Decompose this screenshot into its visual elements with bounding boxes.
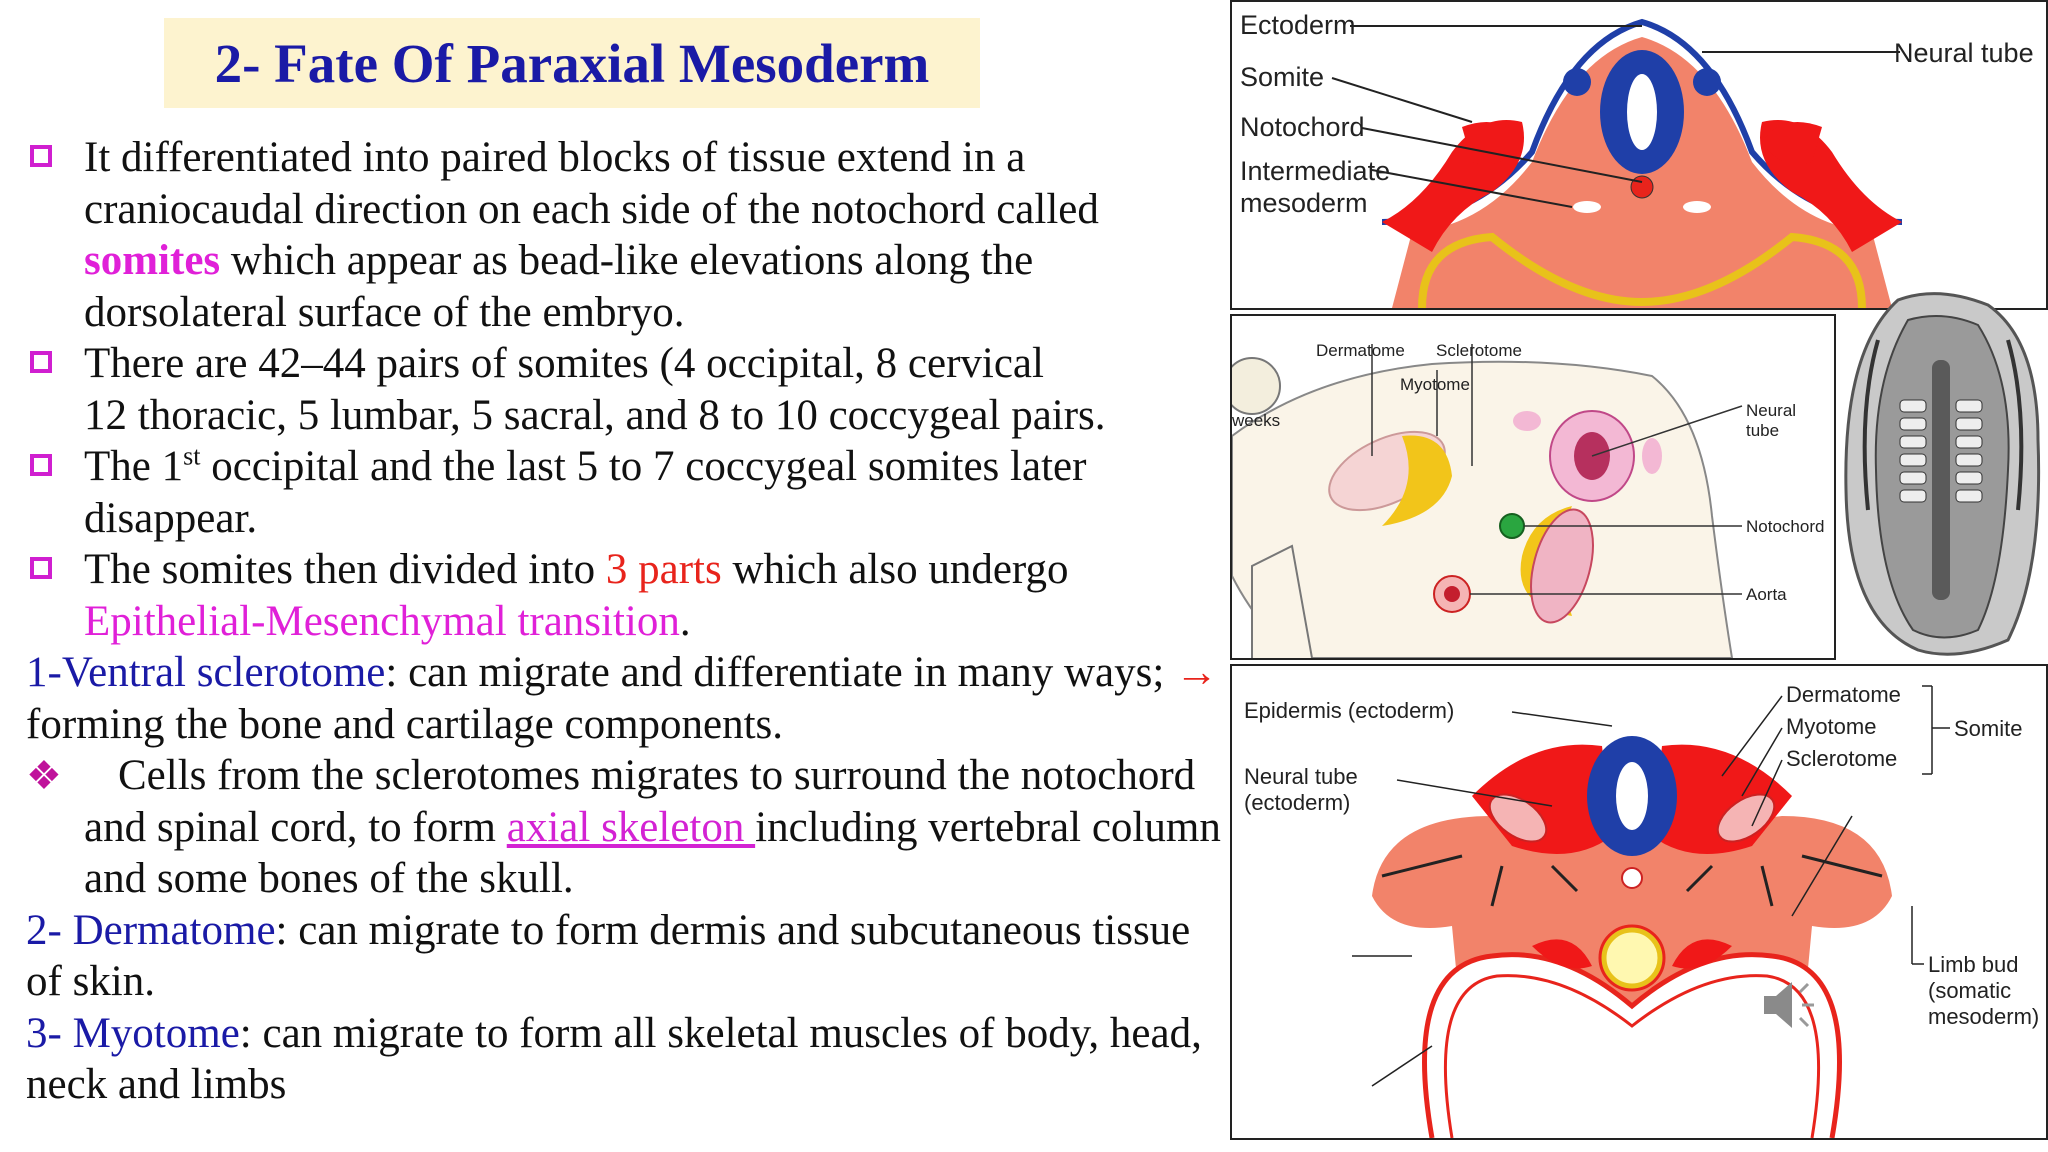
figure-somite-differentiation [1230,314,1836,660]
square-bullet-icon [30,557,52,579]
square-bullet-icon [30,454,52,476]
text-segment: . [679,597,691,645]
text-segment: The 1 [84,443,184,490]
label-neural-tube: Neural tube [1894,38,2034,68]
label-ectoderm: (ectoderm) [1244,790,1351,815]
label-limb-bud: Limb bud [1928,952,2019,977]
term-somites: somites [84,237,221,284]
paragraph-disappear [26,441,1226,544]
label-sclerotome: Sclerotome [1786,746,1898,771]
label-notochord: Notochord [1746,517,1825,536]
paragraph-myotome [26,1008,1226,1111]
slide-title: 2- Fate Of Paraxial Mesoderm [164,18,980,108]
term-myotome: 3- Myotome [26,1009,240,1057]
label-notochord: Notochord [1240,112,1365,142]
label-aorta: Aorta [1746,585,1787,604]
label-neural-tube: Neural [1746,401,1797,420]
audio-speaker-icon[interactable] [1758,974,1820,1036]
term-emt: Epithelial-Mesenchymal transition [84,597,680,645]
term-3-parts: 3 parts [605,546,722,593]
paragraph-somites [26,132,1226,338]
square-bullet-icon [30,351,52,373]
figure-somite-section [1230,0,2048,310]
label-dermatome: Dermatome [1786,682,1901,707]
diamond-bullet-icon: ❖ [26,753,62,798]
paragraph-three-parts [26,544,1226,647]
text-segment: occipital and the last 5 to 7 coccygeal somites later disappear. [84,443,1087,542]
text-segment: which also undergo [721,546,1069,593]
figure-migration-svg [1232,666,2046,1138]
superscript: st [183,441,201,471]
label-mesoderm: mesoderm [1240,188,1368,218]
text-segment: Cells from the sclerotomes migrates to surround the notochord and spinal cord, to form [84,752,1196,851]
figure-differentiation-svg [1232,316,1834,658]
label-dermatome: Dermatome [1316,341,1405,360]
paragraph-dermatome [26,905,1226,1008]
text-segment: There are 42–44 pairs of somites (4 occipital, 8 cervical [84,340,1044,387]
figure-somite-svg [1232,2,2046,308]
label-mesoderm: mesoderm) [1928,1004,2040,1029]
term-dermatome: 2- Dermatome [26,906,276,954]
body-text [26,132,1226,1111]
figure-somite-migration [1230,664,2048,1140]
label-ectoderm: Ectoderm [1240,10,1356,40]
square-bullet-icon [30,145,52,167]
label-somite: Somite [1240,62,1325,92]
label-epidermis: Epidermis (ectoderm) [1244,698,1455,723]
label-sclerotome: Sclerotome [1436,341,1522,360]
text-segment: It differentiated into paired blocks of tissue extend in a craniocaudal direction on each side of the notochord called [84,134,1099,233]
speaker-icon [1758,974,1820,1036]
paragraph-sclerotome [26,647,1226,750]
text-segment: : can migrate to form dermis and subcutaneous tissue of skin. [26,906,1191,1005]
text-segment: : can migrate to form all skeletal muscles of body, head, neck and limbs [26,1009,1202,1108]
text-segment: : can migrate and differentiate in many ways; [385,649,1176,696]
label-myotome: Myotome [1400,375,1470,394]
text-segment: forming the bone and cartilage components. [26,700,784,748]
label-neural-tube: Neural tube [1244,764,1358,789]
term-sclerotome: 1-Ventral sclerotome [26,649,386,696]
text-segment: including vertebral column and some bones of the skull. [84,803,1221,902]
text-segment: which appear as bead-like elevations along the dorsolateral surface of the embryo. [84,237,1034,336]
label-weeks: weeks [1232,411,1281,430]
label-intermediate: Intermediate [1240,156,1391,186]
text-segment: 12 thoracic, 5 lumbar, 5 sacral, and 8 to 10 coccygeal pairs. [84,391,1106,439]
arrow-right-icon: → [1175,649,1219,696]
label-myotome: Myotome [1786,714,1877,739]
text-segment: The somites then divided into [84,546,606,593]
paragraph-axial [26,750,1226,905]
axial-skeleton-link[interactable]: axial skeleton [506,803,756,851]
embryo-illustration [1838,290,2044,660]
label-somatic: (somatic [1928,978,2012,1003]
paragraph-pairs [26,338,1226,441]
figure-embryo-dorsal-view [1838,290,2044,660]
label-neural-tube-2: tube [1746,421,1780,440]
label-somite: Somite [1954,716,2023,741]
